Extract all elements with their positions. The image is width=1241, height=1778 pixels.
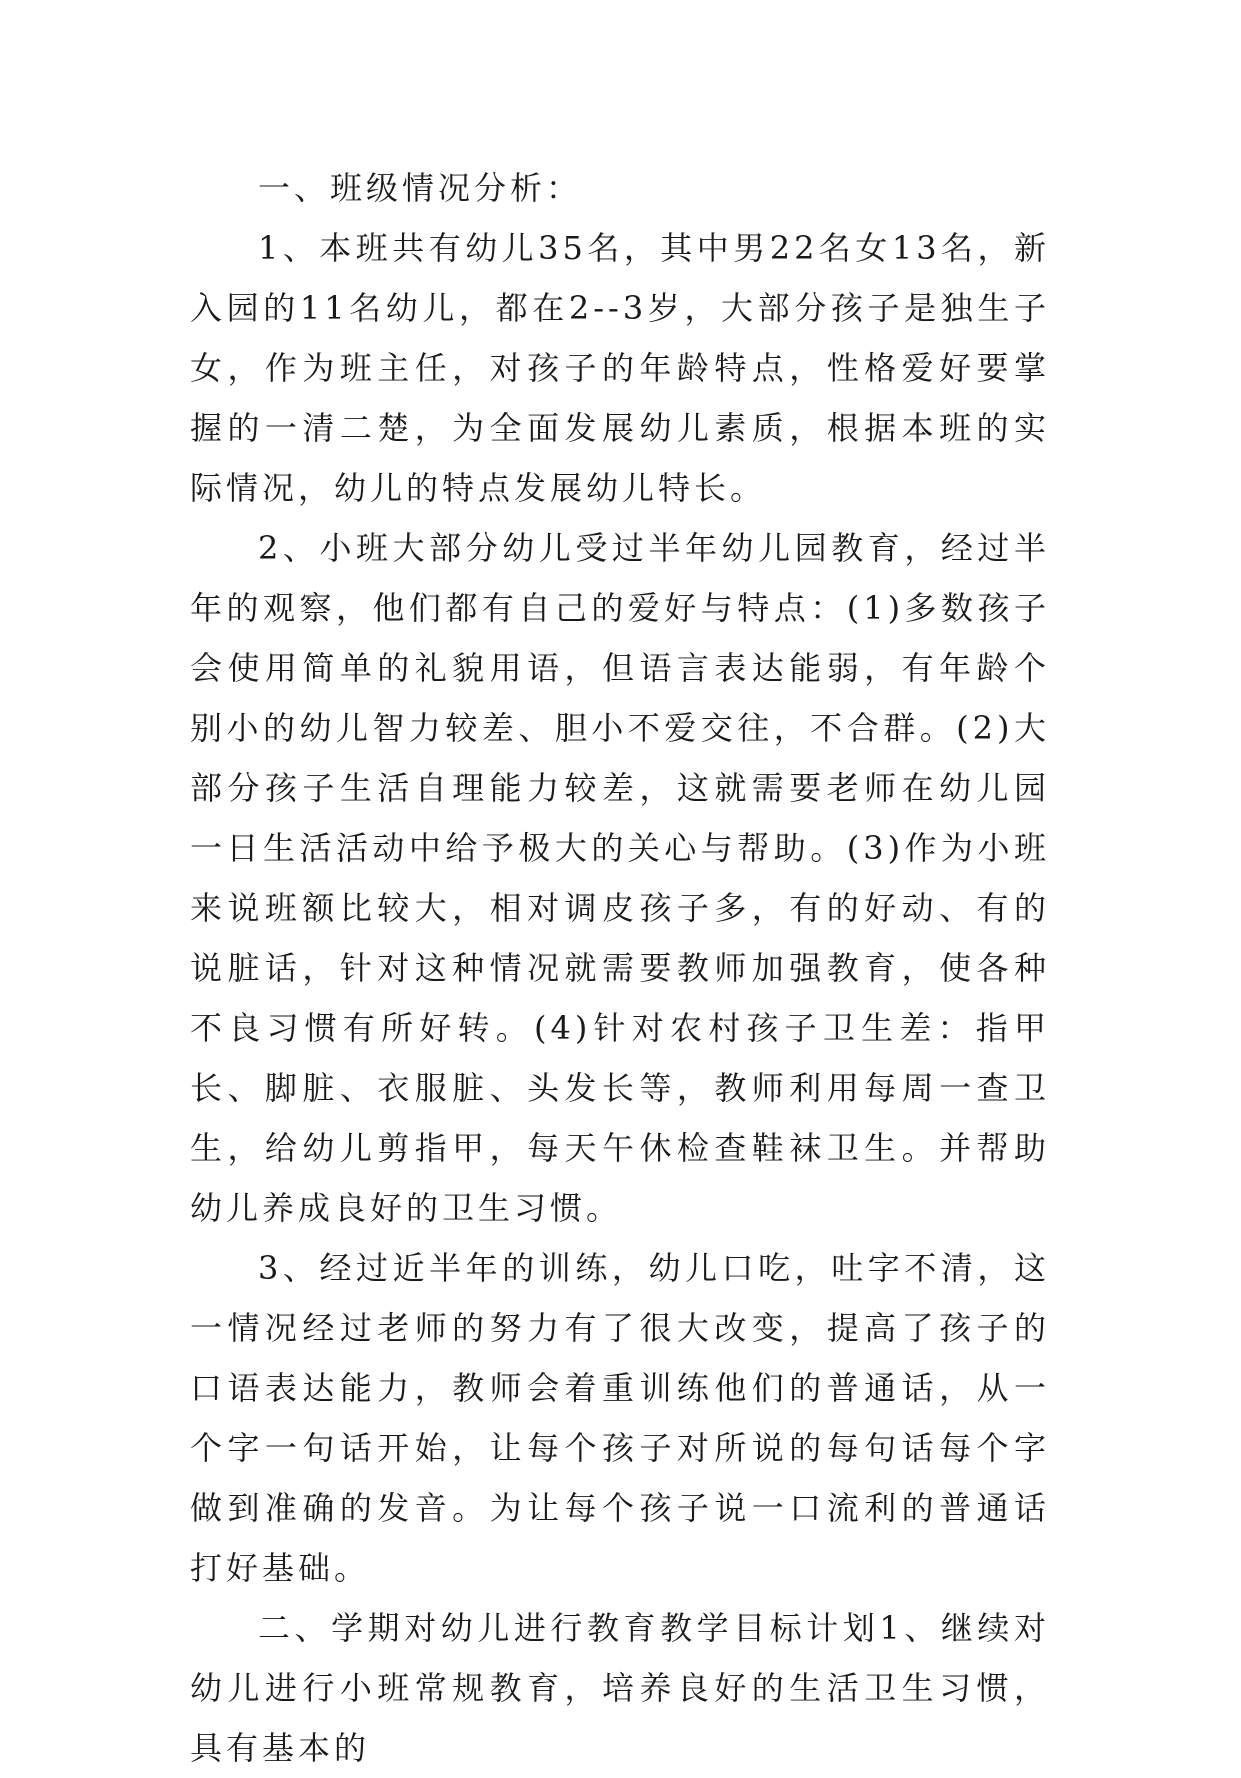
paragraph-speech-training: 3、经过近半年的训练，幼儿口吃，吐字不清，这一情况经过老师的努力有了很大改变，提高了孩子的口语表达能力，教师会着重训练他们的普通话，从一个字一句话开始，让每个孩子对所说的每句话每个字做到准确的发音。为让每个孩子说一口流利的普通话打好基础。 (190, 1249, 1050, 1587)
paragraph-class-overview: 1、本班共有幼儿35名，其中男22名女13名，新入园的11名幼儿，都在2--3岁，大部分孩子是独生子女，作为班主任，对孩子的年龄特点，性格爱好要掌握的一清二楚，为全面发展幼儿素质，根据本班的实际情况，幼儿的特点发展幼儿特长。 (190, 229, 1050, 507)
paragraph-children-characteristics: 2、小班大部分幼儿受过半年幼儿园教育，经过半年的观察，他们都有自己的爱好与特点：(1)多数孩子会使用简单的礼貌用语，但语言表达能弱，有年龄个别小的幼儿智力较差、胆小不爱交往，不合群。(2)大部分孩子生活自理能力较差，这就需要老师在幼儿园一日生活活动中给予极大的关心与帮助。(3)作为小班来说班额比较大，相对调皮孩子多，有的好动、有的说脏话，针对这种情况就需要教师加强教育，使各种不良习惯有所好转。(4)针对农村孩子卫生差：指甲长、脚脏、衣服脏、头发长等，教师利用每周一查卫生，给幼儿剪指甲，每天午休检查鞋袜卫生。并帮助幼儿养成良好的卫生习惯。 (190, 529, 1050, 1227)
paragraph-teaching-goals: 二、学期对幼儿进行教育教学目标计划1、继续对幼儿进行小班常规教育，培养良好的生活卫生习惯，具有基本的 (190, 1609, 1050, 1767)
section-heading-class-analysis: 一、班级情况分析： (258, 169, 583, 207)
document-body (190, 158, 1050, 1778)
